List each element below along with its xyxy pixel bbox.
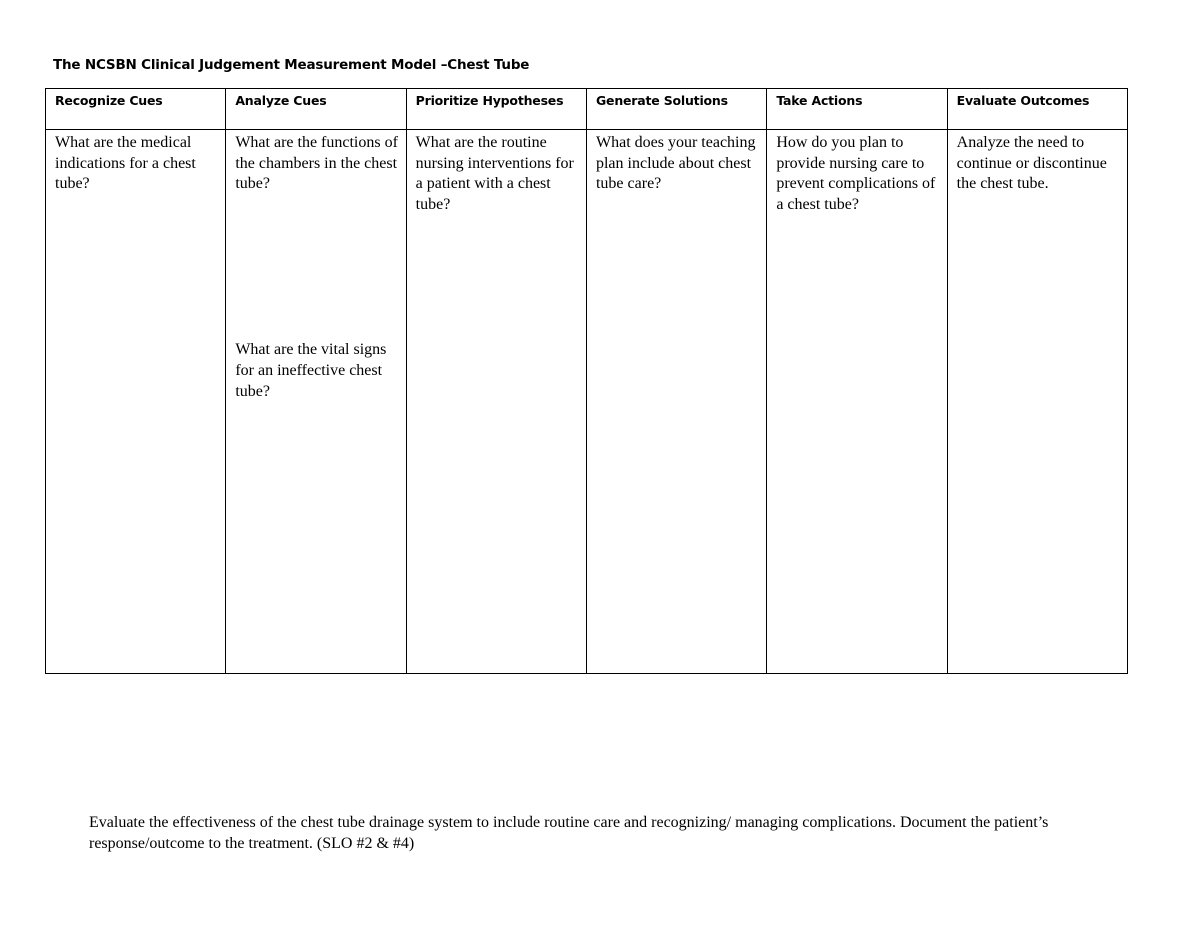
header-evaluate-outcomes: Evaluate Outcomes [947,89,1127,130]
clinical-judgement-table [45,88,1128,674]
spacer [235,195,399,340]
question-text: What are the vital signs for an ineffective chest tube? [235,341,387,400]
cell-take-actions [767,130,947,674]
table-row [46,130,1128,674]
question-text: How do you plan to provide nursing care to prevent complications of a chest tube? [776,134,936,214]
document-title: The NCSBN Clinical Judgement Measurement Model –Chest Tube [53,57,530,73]
table-header-row [46,89,1128,130]
cell-evaluate-outcomes [947,130,1127,674]
cell-generate-solutions [586,130,766,674]
cell-recognize-cues [46,130,226,674]
cell-prioritize-hypotheses [406,130,586,674]
header-recognize-cues: Recognize Cues [46,89,226,130]
header-prioritize-hypotheses: Prioritize Hypotheses [406,89,586,130]
question-text: What does your teaching plan include about chest tube care? [595,134,756,193]
header-take-actions: Take Actions [767,89,947,130]
cell-analyze-cues [226,130,406,674]
question-text: What are the routine nursing interventions for a patient with a chest tube? [415,134,574,214]
header-generate-solutions: Generate Solutions [586,89,766,130]
header-analyze-cues: Analyze Cues [226,89,406,130]
question-text: What are the medical indications for a chest tube? [55,134,196,193]
footer-instructions: Evaluate the effectiveness of the chest tube drainage system to include routine care and recognizing/ managing complications. Document the patient’s response/outcome to the treatment. (SLO #2 & #4) [89,814,1049,852]
question-text: Analyze the need to continue or discontinue the chest tube. [956,134,1107,193]
question-text: What are the functions of the chambers in the chest tube? [235,134,398,193]
